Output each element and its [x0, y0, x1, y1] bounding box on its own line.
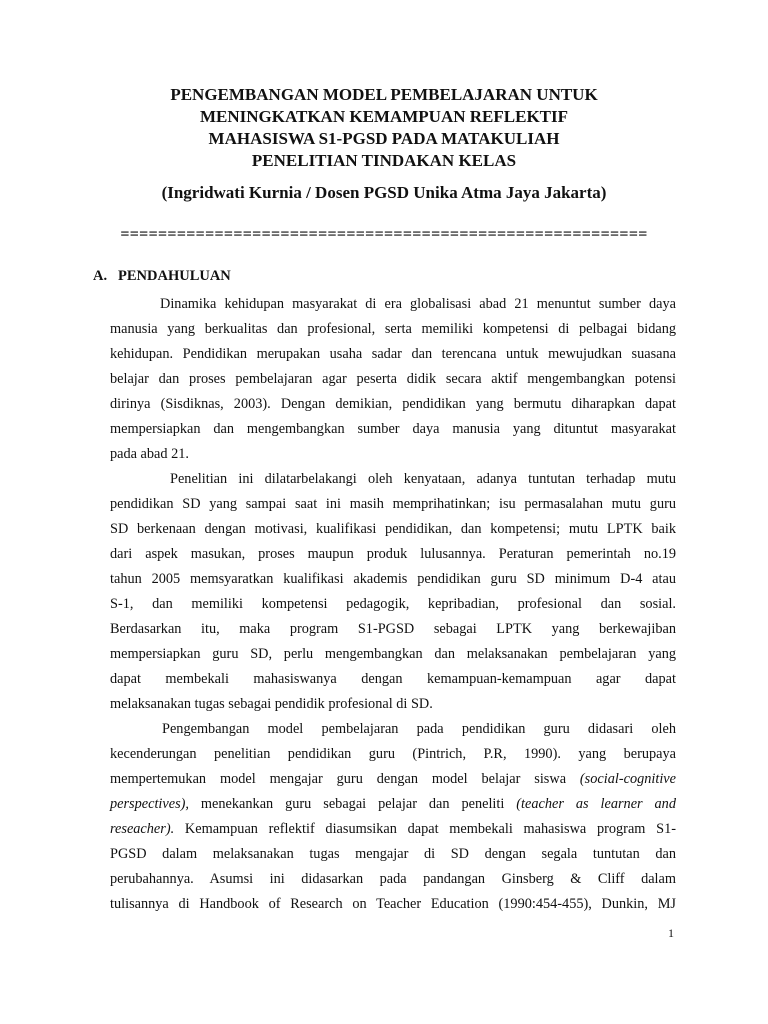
paragraph-line: dirinya (Sisdiknas, 2003). Dengan demikian, pendidikan yang bermutu diharapkan dapat [110, 396, 676, 412]
separator-rule: ======================================================== [120, 226, 648, 243]
paragraph-line [110, 820, 676, 838]
paragraph-line: PGSD dalam melaksanakan tugas mengajar di SD dengan segala tuntutan dan [110, 846, 676, 862]
paragraph-line: S-1, dan memiliki kompetensi pedagogik, kepribadian, profesional dan sosial. [110, 596, 676, 612]
title-line: MAHASISWA S1-PGSD PADA MATAKULIAH [208, 129, 560, 148]
italic-term: (social-cognitive [579, 771, 676, 787]
text-run: menekankan guru sebagai pelajar dan peneliti [189, 796, 517, 812]
paragraph-line: kecenderungan penelitian pendidikan guru (Pintrich, P.R, 1990). yang berupaya [110, 746, 676, 762]
paragraph-line: dapat membekali mahasiswanya dengan kemampuan-kemampuan agar dapat [110, 671, 676, 687]
paragraph-line: mempersiapkan dan mengembangkan sumber daya manusia yang dituntut masyarakat [110, 421, 676, 437]
title-line: MENINGKATKAN KEMAMPUAN REFLEKTIF [199, 107, 568, 126]
paragraph-line [110, 770, 676, 788]
section-heading [93, 268, 231, 285]
paragraph-line: Berdasarkan itu, maka program S1-PGSD sebagai LPTK yang berkewajiban [110, 621, 676, 637]
section-title: PENDAHULUAN [118, 268, 231, 284]
paragraph-line: melaksanakan tugas sebagai pendidik profesional di SD. [110, 696, 433, 712]
paragraph-line: Pengembangan model pembelajaran pada pendidikan guru didasari oleh [162, 721, 676, 737]
text-run: mempertemukan model mengajar guru dengan model belajar siswa [110, 771, 580, 787]
paragraph-line: Dinamika kehidupan masyarakat di era globalisasi abad 21 menuntut sumber daya [160, 296, 676, 312]
italic-term: (teacher as learner and [516, 796, 676, 812]
paragraph-line: belajar dan proses pembelajaran agar peserta didik secara aktif mengembangkan potensi [110, 371, 676, 387]
paragraph-line: dari aspek masukan, proses maupun produk lulusannya. Peraturan pemerintah no.19 [110, 546, 676, 562]
paragraph-line: pada abad 21. [110, 446, 189, 462]
paragraph-line: mempersiapkan guru SD, perlu mengembangkan dan melaksanakan pembelajaran yang [110, 646, 676, 662]
paragraph-line [110, 795, 676, 813]
paragraph-line: tulisannya di Handbook of Research on Teacher Education (1990:454-455), Dunkin, MJ [110, 896, 676, 912]
paragraph-line: perubahannya. Asumsi ini didasarkan pada pandangan Ginsberg & Cliff dalam [110, 871, 676, 887]
title-line: PENGEMBANGAN MODEL PEMBELAJARAN UNTUK [170, 85, 598, 104]
italic-term: perspectives), [110, 796, 189, 812]
page-number: 1 [668, 926, 674, 940]
paragraph-line: kehidupan. Pendidikan merupakan usaha sadar dan terencana untuk mewujudkan suasana [110, 346, 676, 362]
title-line: PENELITIAN TINDAKAN KELAS [251, 151, 517, 170]
paragraph-line: pendidikan SD yang sampai saat ini masih memprihatinkan; isu permasalahan mutu guru [110, 496, 676, 512]
text-run: Kemampuan reflektif diasumsikan dapat membekali mahasiswa program S1- [174, 821, 676, 837]
paragraph-line: SD berkenaan dengan motivasi, kualifikasi pendidikan, dan kompetensi; mutu LPTK baik [110, 521, 676, 537]
paragraph-line: tahun 2005 memsyaratkan kualifikasi akademis pendidikan guru SD minimum D-4 atau [110, 571, 676, 587]
author-line: (Ingridwati Kurnia / Dosen PGSD Unika Atma Jaya Jakarta) [161, 183, 607, 202]
document-title [0, 84, 768, 172]
paragraph-line: Penelitian ini dilatarbelakangi oleh kenyataan, adanya tuntutan terhadap mutu [170, 471, 676, 487]
paragraph-line: manusia yang berkualitas dan profesional, serta memiliki kompetensi di pelbagai bidang [110, 321, 676, 337]
italic-term: reseacher). [110, 821, 175, 837]
section-number: A. [93, 268, 108, 284]
